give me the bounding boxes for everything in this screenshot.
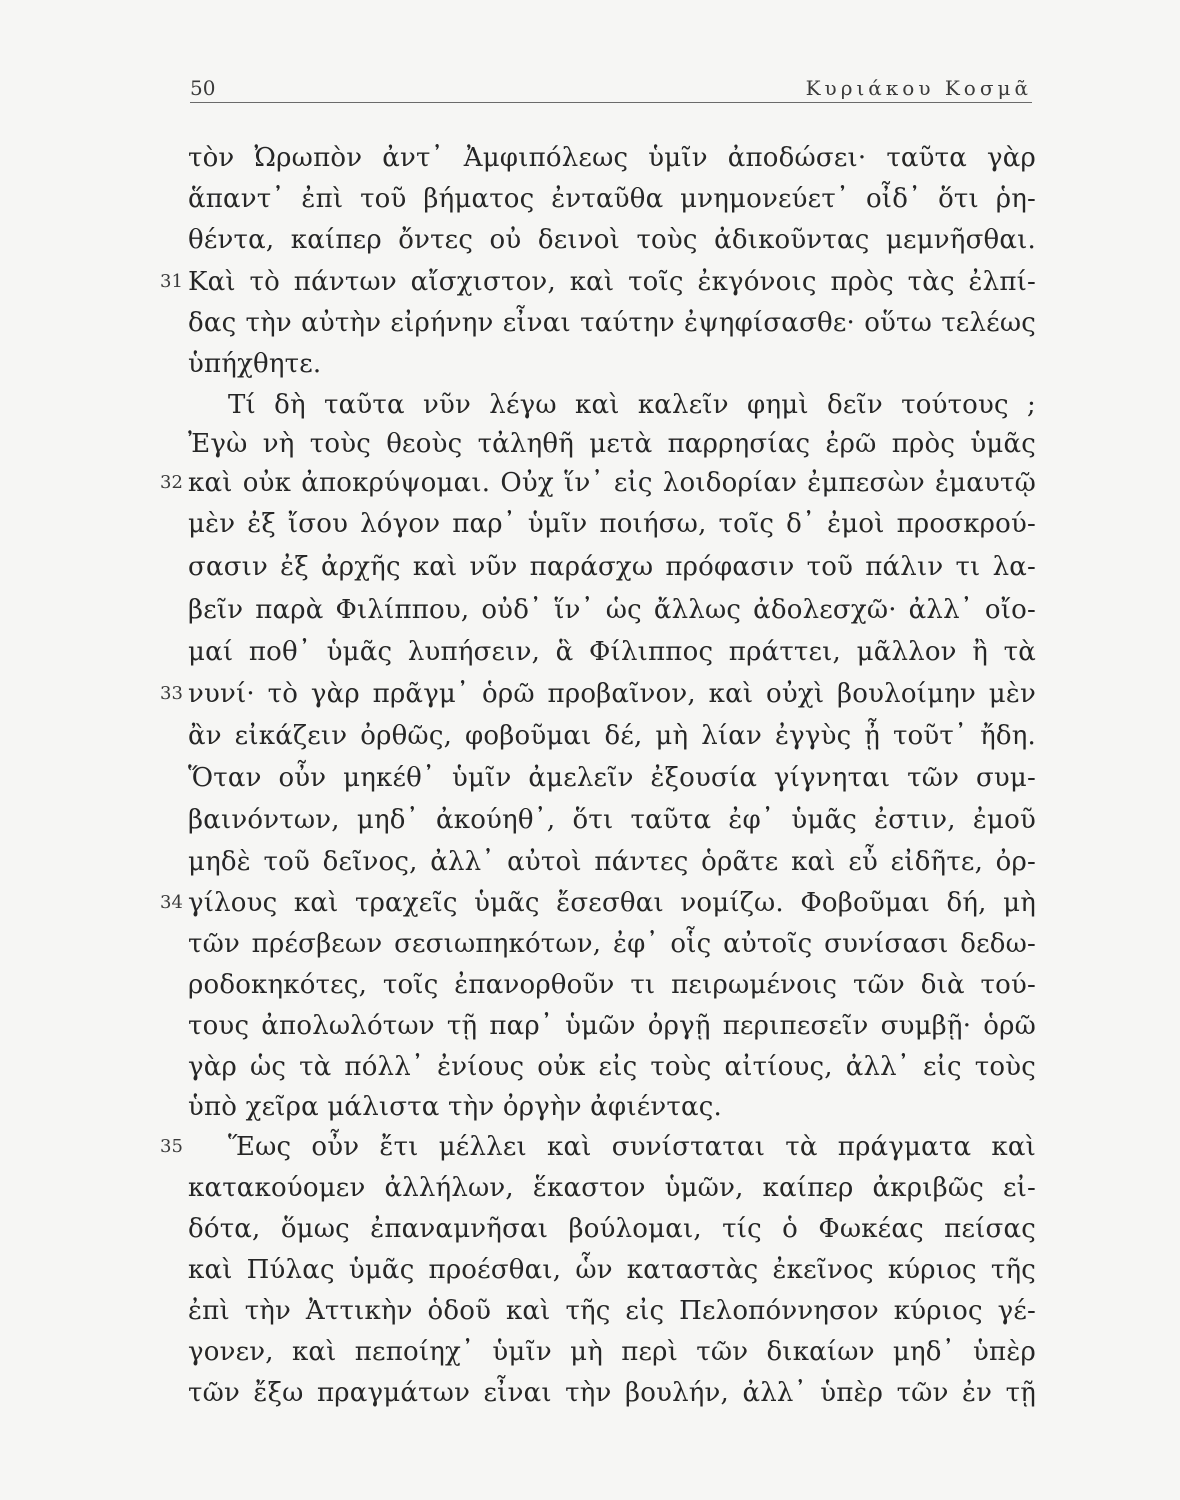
text-line: δας τὴν αὐτὴν εἰρήνην εἶναι ταύτην ἐψηφίσασθε· οὕτω τελέως: [188, 308, 1036, 338]
text-line: δότα, ὅμως ἐπαναμνῆσαι βούλομαι, τίς ὁ Φωκέας πείσας: [188, 1214, 1036, 1244]
text-line: ὑπὸ χεῖρα μάλιστα τὴν ὀργὴν ἀφιέντας.: [188, 1092, 722, 1122]
text-line: ροδοκηκότες, τοῖς ἐπανορθοῦν τι πειρωμένοις τῶν διὰ τού-: [188, 970, 1036, 1000]
text-line: καὶ Πύλας ὑμᾶς προέσθαι, ὧν καταστὰς ἐκεῖνος κύριος τῆς: [188, 1255, 1036, 1285]
text-line: Ἐγὼ νὴ τοὺς θεοὺς τἀληθῆ μετὰ παρρησίας ἐρῶ πρὸς ὑμᾶς: [188, 429, 1036, 459]
text-line: γὰρ ὡς τὰ πόλλ᾿ ἐνίους οὐκ εἰς τοὺς αἰτίους, ἀλλ᾿ εἰς τοὺς: [188, 1052, 1036, 1082]
section-number-32: 32: [160, 472, 183, 493]
page-number: 50: [190, 76, 216, 100]
section-number-35: 35: [160, 1136, 183, 1157]
text-line: μὲν ἐξ ἴσου λόγον παρ᾿ ὑμῖν ποιήσω, τοῖς δ᾿ ἐμοὶ προσκρού-: [188, 509, 1036, 539]
text-line: Τί δὴ ταῦτα νῦν λέγω καὶ καλεῖν φημὶ δεῖν τούτους ;: [228, 390, 1036, 420]
running-title: Κυριάκου Κοσμᾶ: [805, 76, 1032, 100]
text-line: ἂν εἰκάζειν ὀρθῶς, φοβοῦμαι δέ, μὴ λίαν ἐγγὺς ᾖ τοῦτ᾿ ἤδη.: [188, 721, 1036, 751]
text-line: θέντα, καίπερ ὄντες οὐ δεινοὶ τοὺς ἀδικοῦντας μεμνῆσθαι.: [188, 225, 1036, 255]
text-line: σασιν ἐξ ἀρχῆς καὶ νῦν παράσχω πρόφασιν τοῦ πάλιν τι λα-: [188, 552, 1036, 582]
text-line: Ὅταν οὖν μηκέθ᾿ ὑμῖν ἀμελεῖν ἐξουσία γίγνηται τῶν συμ-: [188, 763, 1036, 793]
text-line: Καὶ τὸ πάντων αἴσχιστον, καὶ τοῖς ἐκγόνοις πρὸς τὰς ἐλπί-: [188, 267, 1036, 297]
text-line: γονεν, καὶ πεποίηχ᾿ ὑμῖν μὴ περὶ τῶν δικαίων μηδ᾿ ὑπὲρ: [188, 1337, 1036, 1367]
text-line: τους ἀπολωλότων τῇ παρ᾿ ὑμῶν ὀργῇ περιπεσεῖν συμβῇ· ὁρῶ: [188, 1011, 1036, 1041]
page-header: [190, 72, 1032, 103]
text-line: κατακούομεν ἀλλήλων, ἕκαστον ὑμῶν, καίπερ ἀκριβῶς εἰ-: [188, 1173, 1036, 1203]
text-line: ὑπήχθητε.: [188, 349, 322, 379]
text-line: τῶν πρέσβεων σεσιωπηκότων, ἐφ᾿ οἷς αὐτοῖς συνίσασι δεδω-: [188, 929, 1036, 959]
text-line: Ἕως οὖν ἔτι μέλλει καὶ συνίσταται τὰ πράγματα καὶ: [228, 1132, 1036, 1162]
text-line: καὶ οὐκ ἀποκρύψομαι. Οὐχ ἵν᾿ εἰς λοιδορίαν ἐμπεσὼν ἐμαυτῷ: [188, 468, 1036, 498]
text-line: μαί ποθ᾿ ὑμᾶς λυπήσειν, ἃ Φίλιππος πράττει, μᾶλλον ἢ τὰ: [188, 637, 1036, 667]
section-number-31: 31: [160, 271, 183, 292]
section-number-33: 33: [160, 683, 183, 704]
text-line: ἅπαντ᾿ ἐπὶ τοῦ βήματος ἐνταῦθα μνημονεύετ᾿ οἶδ᾿ ὅτι ῥη-: [188, 184, 1036, 214]
text-line: μηδὲ τοῦ δεῖνος, ἀλλ᾿ αὐτοὶ πάντες ὁρᾶτε καὶ εὖ εἰδῆτε, ὀρ-: [188, 847, 1036, 877]
text-line: ἐπὶ τὴν Ἀττικὴν ὁδοῦ καὶ τῆς εἰς Πελοπόννησον κύριος γέ-: [188, 1296, 1036, 1326]
text-line: τῶν ἔξω πραγμάτων εἶναι τὴν βουλήν, ἀλλ᾿ ὑπὲρ τῶν ἐν τῇ: [188, 1378, 1036, 1408]
text-line: νυνί· τὸ γὰρ πρᾶγμ᾿ ὁρῶ προβαῖνον, καὶ οὐχὶ βουλοίμην μὲν: [188, 679, 1036, 709]
text-line: βεῖν παρὰ Φιλίππου, οὐδ᾿ ἵν᾿ ὡς ἄλλως ἀδολεσχῶ· ἀλλ᾿ οἴο-: [188, 595, 1036, 625]
section-number-34: 34: [160, 892, 183, 913]
text-line: βαινόντων, μηδ᾿ ἀκούηθ᾿, ὅτι ταῦτα ἐφ᾿ ὑμᾶς ἐστιν, ἐμοῦ: [188, 805, 1036, 835]
text-line: τὸν Ὠρωπὸν ἀντ᾿ Ἀμφιπόλεως ὑμῖν ἀποδώσει· ταῦτα γὰρ: [188, 143, 1036, 173]
text-line: γίλους καὶ τραχεῖς ὑμᾶς ἔσεσθαι νομίζω. Φοβοῦμαι δή, μὴ: [188, 888, 1036, 918]
